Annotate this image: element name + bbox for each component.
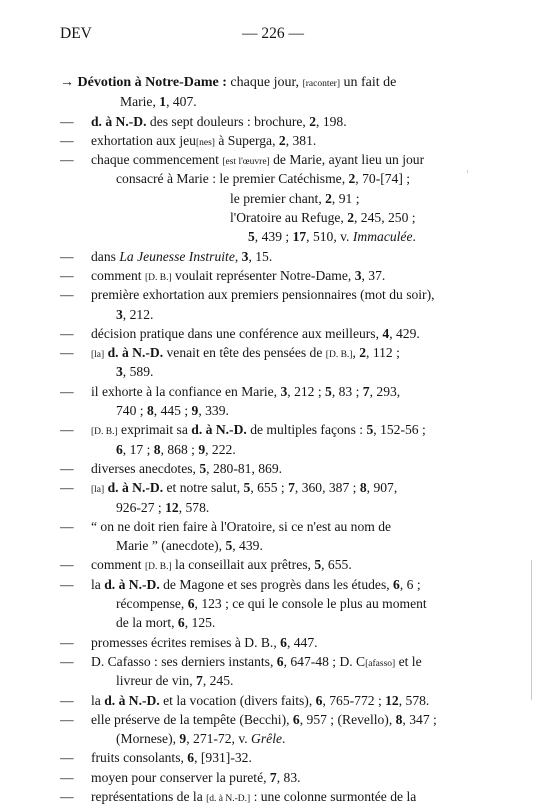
text-run: comment bbox=[91, 267, 145, 283]
text-run: D. Cafasso : ses derniers instants, bbox=[91, 653, 277, 669]
bold-run: 6 bbox=[315, 692, 323, 708]
text-run: , 381. bbox=[285, 132, 317, 148]
text-run: , 212. bbox=[122, 306, 154, 322]
text-run: , 339. bbox=[198, 403, 229, 419]
index-entry-continuation bbox=[60, 227, 480, 246]
entry-dash: — bbox=[60, 557, 74, 573]
bold-run: d. à N.-D. bbox=[91, 113, 147, 129]
index-entry-continuation bbox=[60, 73, 480, 92]
index-entry-continuation bbox=[60, 92, 480, 111]
text-run: récompense, bbox=[116, 596, 188, 612]
text-run: (Mornese), bbox=[116, 731, 180, 747]
entry-dash: — bbox=[60, 788, 74, 804]
bold-run: 1 bbox=[159, 94, 167, 110]
text-run: , 360, 387 ; bbox=[294, 480, 360, 496]
bold-run: 2 bbox=[325, 190, 332, 206]
bold-run: 2 bbox=[278, 132, 286, 148]
entry-text bbox=[116, 169, 410, 188]
bold-run: 8 bbox=[153, 441, 161, 457]
smallcaps-run: [nes] bbox=[195, 137, 215, 148]
entry-dash: — bbox=[60, 248, 74, 264]
bold-run: 7 bbox=[269, 769, 277, 785]
bold-run: 2 bbox=[309, 113, 317, 129]
bold-run: 8 bbox=[359, 480, 367, 496]
text-run: , 70-[74] ; bbox=[355, 171, 411, 187]
text-run: décision pratique dans une conférence aux meilleurs, bbox=[91, 325, 383, 341]
index-entry bbox=[60, 555, 480, 574]
entry-dash: — bbox=[60, 267, 74, 283]
text-run: , 439. bbox=[232, 538, 263, 554]
text-run: , 957 ; (Revello), bbox=[299, 711, 396, 727]
index-entry-continuation bbox=[60, 594, 480, 613]
index-entry bbox=[60, 112, 480, 131]
text-run: , 347 ; bbox=[402, 711, 437, 727]
entry-dash: — bbox=[60, 692, 74, 708]
bold-run: 12 bbox=[165, 499, 179, 515]
text-run: l'Oratoire au Refuge, bbox=[230, 210, 348, 226]
index-entry bbox=[60, 285, 480, 304]
bold-run: 17 bbox=[292, 229, 307, 245]
index-entry bbox=[60, 652, 480, 671]
text-run: , 868 ; bbox=[160, 441, 199, 457]
entry-text bbox=[91, 787, 416, 809]
text-run: de multiples façons : bbox=[246, 422, 367, 438]
index-entry-continuation bbox=[60, 498, 480, 517]
text-run: Marie ” (anecdote), bbox=[116, 538, 226, 554]
bold-run: 3 bbox=[354, 267, 362, 283]
bold-run: 9 bbox=[198, 441, 206, 457]
entry-dash: — bbox=[60, 113, 74, 129]
bold-run: 3 bbox=[280, 383, 288, 399]
index-entry bbox=[60, 382, 480, 401]
bold-run: 5 bbox=[314, 557, 322, 573]
text-run: , 655 ; bbox=[250, 480, 289, 496]
bold-run: d. à N.-D. bbox=[104, 576, 160, 592]
entry-text bbox=[116, 594, 427, 613]
entry-text bbox=[120, 92, 197, 111]
entry-text bbox=[116, 305, 153, 324]
index-entry-continuation bbox=[60, 401, 480, 420]
bold-run: 7 bbox=[362, 383, 370, 399]
text-run: de Marie, ayant lieu un jour bbox=[269, 152, 425, 168]
text-run: moyen pour conserver la pureté, bbox=[91, 769, 270, 785]
margin-mark bbox=[467, 170, 468, 173]
text-run: Marie, bbox=[120, 94, 160, 110]
text-run: , 271-72, v. bbox=[186, 731, 252, 747]
smallcaps-run: [afasso] bbox=[365, 658, 396, 669]
text-run: , bbox=[352, 345, 360, 361]
index-entry bbox=[60, 768, 480, 787]
text-run: , 407. bbox=[166, 94, 197, 110]
entry-dash: — bbox=[60, 518, 74, 534]
bold-run: d. à N.-D. bbox=[107, 345, 164, 361]
entry-dash: — bbox=[60, 634, 74, 650]
index-entry bbox=[60, 517, 480, 536]
text-run: , 578. bbox=[178, 499, 210, 515]
text-run: représentations de la bbox=[91, 788, 207, 804]
index-entries bbox=[60, 73, 480, 806]
index-entry-continuation bbox=[60, 305, 480, 324]
text-run: “ on ne doit rien faire à l'Oratoire, si ce n'est au nom de bbox=[91, 518, 392, 534]
text-run: et le bbox=[395, 653, 422, 669]
entry-text bbox=[248, 227, 416, 246]
entry-text bbox=[91, 247, 272, 266]
text-run: , 123 ; ce qui le console le plus au moment bbox=[194, 596, 427, 612]
text-run: , 765-772 ; bbox=[322, 692, 386, 708]
entry-text bbox=[116, 498, 209, 517]
italic-run: Immaculée bbox=[352, 229, 413, 245]
text-run: , 17 ; bbox=[122, 441, 154, 457]
text-run: , 112 ; bbox=[366, 345, 400, 361]
text-run: , 439 ; bbox=[254, 229, 293, 245]
text-run: et notre salut, bbox=[163, 480, 244, 496]
entry-text bbox=[116, 671, 233, 690]
bold-run: d. à N.-D. bbox=[107, 480, 164, 496]
index-entry bbox=[60, 633, 480, 652]
entry-dash: — bbox=[60, 653, 74, 669]
index-entry bbox=[60, 150, 480, 169]
text-run: consacré à Marie : le premier Catéchisme, bbox=[116, 171, 349, 187]
entry-text bbox=[91, 382, 400, 401]
text-run: , 293, bbox=[369, 383, 401, 399]
index-entry-continuation bbox=[60, 189, 480, 208]
smallcaps-run: [D. B.] bbox=[144, 272, 172, 283]
entry-dash: — bbox=[60, 422, 74, 438]
text-run: , 429. bbox=[389, 325, 420, 341]
entry-text bbox=[116, 362, 153, 381]
page-number: — 226 — bbox=[242, 25, 304, 42]
bold-run: 6 bbox=[393, 576, 400, 592]
bold-run: 5 bbox=[199, 460, 207, 476]
index-entry bbox=[60, 478, 480, 497]
entry-dash: — bbox=[60, 325, 74, 341]
text-run: , 647-48 ; D. C bbox=[283, 653, 366, 669]
entry-text bbox=[91, 112, 347, 131]
text-run: à Superga, bbox=[214, 132, 279, 148]
bold-run: 5 bbox=[225, 538, 233, 554]
smallcaps-run: [raconter] bbox=[302, 79, 341, 89]
bold-run: 5 bbox=[243, 480, 251, 496]
text-run: chaque jour, bbox=[226, 75, 303, 90]
index-entry bbox=[60, 343, 480, 362]
text-run: de Magone et ses progrès dans les études, bbox=[159, 576, 394, 592]
entry-text bbox=[116, 401, 229, 420]
text-run: , [931]-32. bbox=[194, 750, 252, 766]
section-label: DEV bbox=[60, 25, 92, 42]
text-run: . bbox=[282, 731, 286, 747]
text-run: , 6 ; bbox=[399, 576, 421, 592]
entry-dash: — bbox=[60, 345, 74, 361]
bold-run: d. à N.-D. bbox=[191, 422, 247, 438]
text-run: exprimait sa bbox=[117, 422, 192, 438]
bold-run: 5 bbox=[325, 383, 332, 399]
text-run: , 447. bbox=[286, 634, 318, 650]
index-entry bbox=[60, 575, 480, 594]
bold-run: 12 bbox=[385, 692, 399, 708]
index-entry bbox=[60, 247, 480, 266]
bold-run: 6 bbox=[276, 653, 284, 669]
bold-run: Dévotion à Notre-Dame : bbox=[77, 75, 227, 90]
entry-text bbox=[91, 633, 318, 652]
entry-text bbox=[116, 613, 215, 632]
bold-run: 8 bbox=[395, 711, 403, 727]
text-run: la conseillait aux prêtres, bbox=[171, 557, 315, 573]
entry-dash: — bbox=[60, 152, 74, 168]
text-run: chaque commencement bbox=[91, 152, 223, 168]
text-run: , 152-56 ; bbox=[373, 422, 426, 438]
index-entry-continuation bbox=[60, 671, 480, 690]
text-run: exhortation aux jeu bbox=[91, 132, 196, 148]
text-run: , 589. bbox=[122, 364, 154, 380]
bold-run: 6 bbox=[292, 711, 300, 727]
italic-run: La Jeunesse Instruite bbox=[119, 248, 235, 264]
entry-dash: — bbox=[60, 750, 74, 766]
entry-dash: — bbox=[60, 287, 74, 303]
text-run: diverses anecdotes, bbox=[91, 460, 200, 476]
text-run: la bbox=[91, 576, 105, 592]
text-run: , 83 ; bbox=[331, 383, 363, 399]
index-entry-continuation bbox=[60, 729, 480, 748]
bold-run: 6 bbox=[177, 615, 185, 631]
bold-run: 5 bbox=[366, 422, 374, 438]
text-run: 740 ; bbox=[116, 403, 147, 419]
bold-run: d. à N.-D. bbox=[104, 692, 160, 708]
index-entry bbox=[60, 691, 480, 710]
index-entry bbox=[60, 324, 480, 343]
entry-dash: — bbox=[60, 711, 74, 727]
text-run: venait en tête des pensées de bbox=[163, 345, 326, 361]
text-run: il exhorte à la confiance en Marie, bbox=[91, 383, 281, 399]
index-entry bbox=[60, 710, 480, 729]
entry-dash: — bbox=[60, 383, 74, 399]
smallcaps-run: [d. à N.-D.] bbox=[206, 793, 251, 804]
entry-text bbox=[91, 459, 282, 478]
bold-run: 6 bbox=[116, 441, 123, 457]
entry-dash: — bbox=[60, 480, 74, 496]
bold-run: 7 bbox=[196, 673, 203, 689]
text-run: , 212 ; bbox=[287, 383, 326, 399]
text-run: , 37. bbox=[361, 267, 386, 283]
text-run: , 445 ; bbox=[153, 403, 192, 419]
text-run: voulait représenter Notre-Dame, bbox=[171, 267, 355, 283]
text-run: , 91 ; bbox=[331, 190, 360, 206]
margin-mark bbox=[531, 560, 532, 700]
text-run: , 198. bbox=[316, 113, 347, 129]
bold-run: 6 bbox=[187, 750, 195, 766]
smallcaps-run: [est l'œuvre] bbox=[222, 157, 270, 168]
text-run: , 578. bbox=[398, 692, 430, 708]
entry-text bbox=[91, 691, 429, 710]
smallcaps-run: [la] bbox=[91, 350, 105, 361]
text-run: , 245. bbox=[202, 673, 234, 689]
bold-run: 9 bbox=[179, 731, 187, 747]
bold-run: 9 bbox=[191, 403, 199, 419]
entry-text bbox=[116, 440, 236, 459]
text-run: , 280-81, 869. bbox=[206, 460, 283, 476]
text-run: , 125. bbox=[184, 615, 216, 631]
bold-run: 6 bbox=[280, 634, 287, 650]
entry-text bbox=[60, 73, 396, 94]
bold-run: 7 bbox=[288, 480, 295, 496]
text-run: : une colonne surmontée de la bbox=[250, 788, 417, 804]
text-run: promesses écrites remises à D. B., bbox=[91, 634, 281, 650]
index-entry-continuation bbox=[60, 208, 480, 227]
entry-text bbox=[116, 536, 263, 555]
entry-text bbox=[91, 748, 252, 767]
entry-text bbox=[116, 729, 285, 748]
italic-run: Grêle bbox=[251, 731, 282, 747]
bold-run: 6 bbox=[187, 596, 195, 612]
text-run: , 655. bbox=[321, 557, 352, 573]
entry-dash: — bbox=[60, 769, 74, 785]
bold-run: 5 bbox=[248, 229, 255, 245]
text-run: , 907, bbox=[366, 480, 398, 496]
text-run: et la vocation (divers faits), bbox=[159, 692, 316, 708]
text-run: la bbox=[91, 692, 105, 708]
bold-run: 2 bbox=[359, 345, 367, 361]
text-run: . bbox=[412, 229, 416, 245]
bold-run: 3 bbox=[241, 248, 249, 264]
entry-text bbox=[91, 768, 301, 787]
index-entry-continuation bbox=[60, 613, 480, 632]
index-entry-continuation bbox=[60, 169, 480, 188]
bold-run: 4 bbox=[382, 325, 390, 341]
smallcaps-run: [D. B.] bbox=[91, 427, 118, 438]
index-entry bbox=[60, 748, 480, 767]
text-run: un fait de bbox=[340, 75, 397, 90]
text-run: , 222. bbox=[205, 441, 236, 457]
bold-run: 8 bbox=[146, 403, 154, 419]
text-run: de la mort, bbox=[116, 615, 178, 631]
text-run: fruits consolants, bbox=[91, 750, 188, 766]
text-run: , bbox=[234, 248, 242, 264]
index-entry bbox=[60, 420, 480, 439]
text-run: première exhortation aux premiers pensionnaires (mot du soir), bbox=[91, 287, 435, 303]
entry-text bbox=[91, 517, 391, 536]
text-run: des sept douleurs : brochure, bbox=[146, 113, 310, 129]
text-run: elle préserve de la tempête (Becchi), bbox=[91, 711, 293, 727]
bold-run: 3 bbox=[116, 306, 123, 322]
entry-dash: — bbox=[60, 132, 74, 148]
smallcaps-run: [D. B.] bbox=[325, 350, 353, 361]
entry-text bbox=[91, 710, 437, 729]
text-run: , 83. bbox=[276, 769, 301, 785]
bold-run: → bbox=[60, 75, 78, 90]
index-entry bbox=[60, 131, 480, 150]
entry-dash: — bbox=[60, 460, 74, 476]
text-run: , 245, 250 ; bbox=[354, 210, 416, 226]
bold-run: 3 bbox=[116, 364, 123, 380]
bold-run: 2 bbox=[348, 171, 356, 187]
bold-run: 2 bbox=[347, 210, 354, 226]
text-run: , 15. bbox=[248, 248, 273, 264]
entry-text bbox=[230, 208, 416, 227]
text-run: comment bbox=[91, 557, 145, 573]
index-entry bbox=[60, 787, 480, 806]
index-entry bbox=[60, 459, 480, 478]
entry-text bbox=[91, 324, 420, 343]
text-run: le premier chant, bbox=[230, 190, 326, 206]
index-entry-continuation bbox=[60, 362, 480, 381]
entry-text bbox=[91, 575, 421, 594]
entry-dash: — bbox=[60, 576, 74, 592]
smallcaps-run: [la] bbox=[91, 485, 105, 496]
text-run: , 510, v. bbox=[306, 229, 353, 245]
entry-text bbox=[230, 189, 360, 208]
text-run: livreur de vin, bbox=[116, 673, 197, 689]
entry-text bbox=[91, 285, 435, 304]
smallcaps-run: [D. B.] bbox=[144, 562, 172, 573]
text-run: dans bbox=[91, 248, 120, 264]
index-entry bbox=[60, 266, 480, 285]
index-entry-continuation bbox=[60, 536, 480, 555]
text-run: 926-27 ; bbox=[116, 499, 166, 515]
index-entry-continuation bbox=[60, 440, 480, 459]
page-header bbox=[60, 25, 460, 43]
